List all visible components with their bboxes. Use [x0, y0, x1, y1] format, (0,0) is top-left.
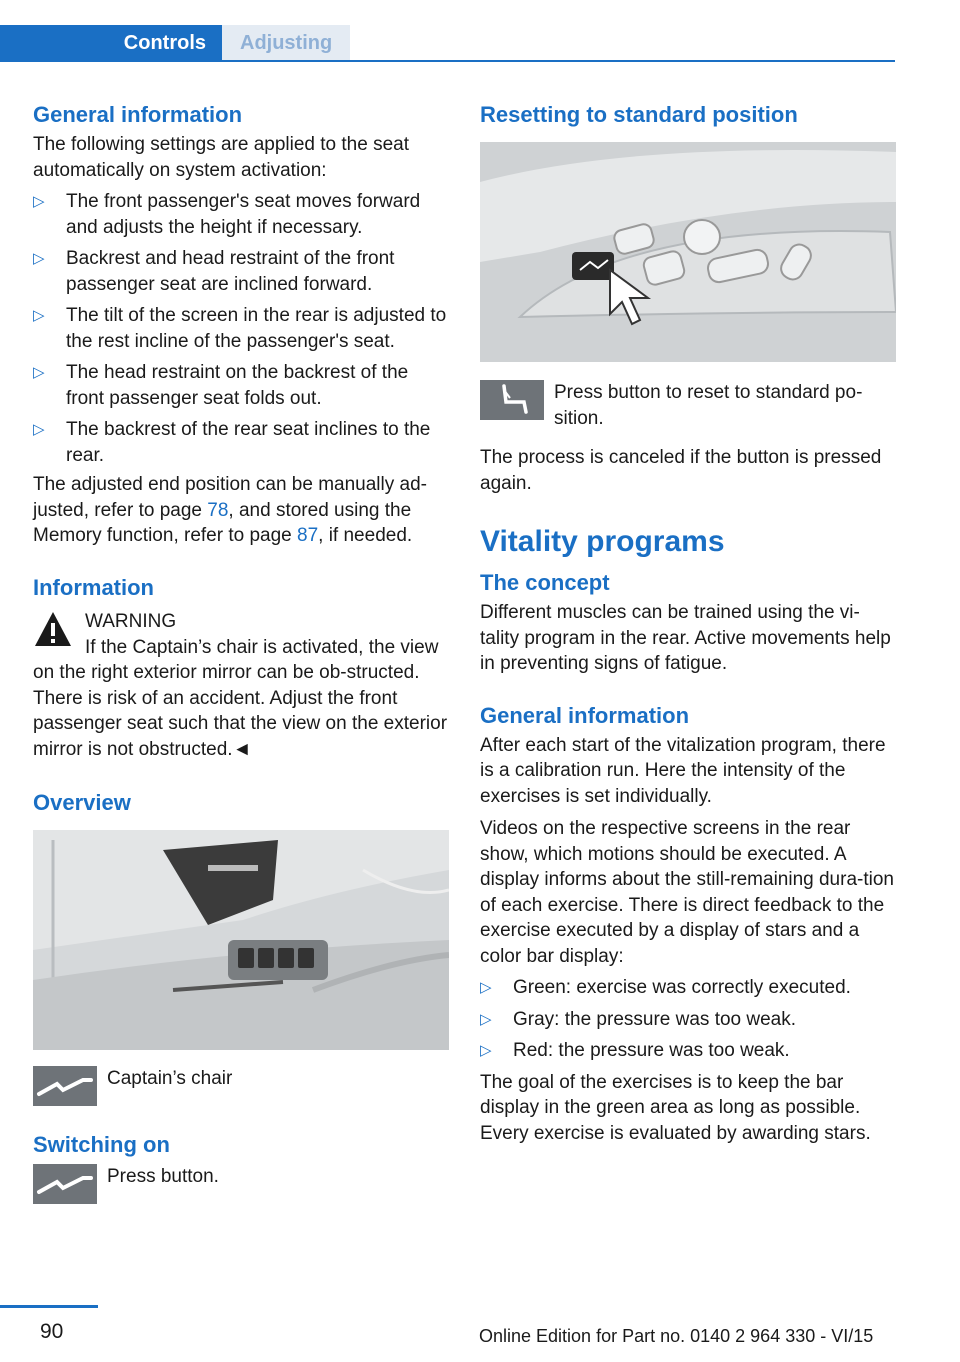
concept-heading: The concept — [480, 570, 610, 595]
seat-controls-image — [480, 142, 896, 362]
header-rule — [0, 60, 895, 62]
triangle-bullet-icon: ▷ — [33, 421, 45, 438]
triangle-bullet-icon: ▷ — [33, 193, 45, 210]
switching-text: Press button. — [107, 1166, 219, 1187]
door-panel-illustration — [33, 830, 449, 1050]
general2-text2: Videos on the respective screens in the rear show, which motions should be executed. A display informs about the still-remaining dura‐tion of each exercise. There is direct feedback to the exercise executed by a display of stars and a color bar display: — [480, 818, 894, 967]
list-item: ▷ The backrest of the rear seat inclines to the rear. — [33, 419, 431, 466]
seat-controls-illustration — [480, 142, 896, 362]
reset-row — [480, 380, 896, 431]
list-item: ▷ Green: exercise was correctly executed. — [480, 975, 896, 1001]
list-item: ▷ The front passenger's seat moves forward and adjusts the height if necessary. — [33, 191, 421, 238]
overview-heading: Overview — [33, 790, 131, 815]
list-item: ▷ Backrest and head restraint of the front passenger seat are inclined forward. — [33, 248, 395, 295]
warning-triangle-icon — [33, 609, 73, 649]
triangle-bullet-icon: ▷ — [33, 307, 45, 324]
warning-text: If the Captain’s chair is activated, the view on the right exterior mirror can be ob‐structed. There is risk of an accident. Adjust the front passenger seat such that the view on the exterior mirror is not obstructed.◄ — [33, 636, 448, 760]
canceled-text: The process is canceled if the button is pressed again. — [480, 447, 882, 494]
captain-chair-label: Captain’s chair — [107, 1068, 233, 1089]
general2-text1: After each start of the vitalization program, there is a calibration run. Here the intensity of the exercises is set individually. — [480, 734, 886, 807]
general-intro: The following settings are applied to the seat automatically on system activation: — [33, 134, 410, 181]
triangle-bullet-icon: ▷ — [33, 250, 45, 267]
captain-chair-icon — [33, 1066, 97, 1106]
page-link-78[interactable]: 78 — [207, 499, 229, 521]
triangle-bullet-icon: ▷ — [480, 979, 492, 996]
captain-chair-row — [33, 1066, 449, 1106]
tab-controls[interactable]: Controls — [0, 25, 222, 62]
warning-label: WARNING — [85, 610, 177, 632]
page-number: 90 — [40, 1320, 64, 1343]
adjusted-paragraph: The adjusted end position can be manually ad‐justed, refer to page 78, and stored using the Memory function, refer to page 87, if needed. — [33, 474, 427, 546]
switching-row — [33, 1164, 449, 1204]
resetting-heading: Resetting to standard position — [480, 102, 798, 127]
seat-reset-icon — [480, 380, 544, 420]
tab-adjusting[interactable]: Adjusting — [222, 25, 350, 62]
concept-text: Different muscles can be trained using the vi‐tality program in the rear. Active movements help in preventing signs of fatigue. — [480, 602, 891, 674]
general-information-heading: General information — [33, 102, 243, 127]
general-list — [33, 189, 449, 468]
triangle-bullet-icon: ▷ — [33, 364, 45, 381]
reset-text: Press button to reset to standard po‐sition. — [554, 382, 863, 429]
color-list — [480, 975, 896, 1064]
left-column — [33, 100, 449, 1204]
switching-on-heading: Switching on — [33, 1132, 170, 1157]
triangle-bullet-icon: ▷ — [480, 1042, 492, 1059]
page-header — [0, 0, 895, 62]
list-item: ▷ The tilt of the screen in the rear is adjusted to the rest incline of the passenger's seat. — [33, 305, 447, 352]
general-information-2-heading: General information — [480, 702, 690, 728]
footer-rule — [0, 1305, 98, 1308]
triangle-bullet-icon: ▷ — [480, 1010, 492, 1028]
list-item: ▷ Red: the pressure was too weak. — [480, 1038, 896, 1064]
vitality-programs-heading: Vitality programs — [480, 525, 725, 558]
captain-chair-button-icon — [33, 1164, 97, 1204]
goal-text: The goal of the exercises is to keep the bar display in the green area as long as possible. Every exercise is evaluated by awarding stars. — [480, 1071, 871, 1144]
edition-note: Online Edition for Part no. 0140 2 964 330 - VI/15 — [479, 1326, 874, 1346]
door-panel-image — [33, 830, 449, 1050]
list-item: ▷ The head restraint on the backrest of the front passenger seat folds out. — [33, 362, 409, 409]
information-heading: Information — [33, 574, 154, 600]
list-item: ▷ Gray: the pressure was too weak. — [480, 1007, 896, 1033]
right-column — [480, 100, 896, 1146]
page-link-87[interactable]: 87 — [297, 525, 319, 546]
